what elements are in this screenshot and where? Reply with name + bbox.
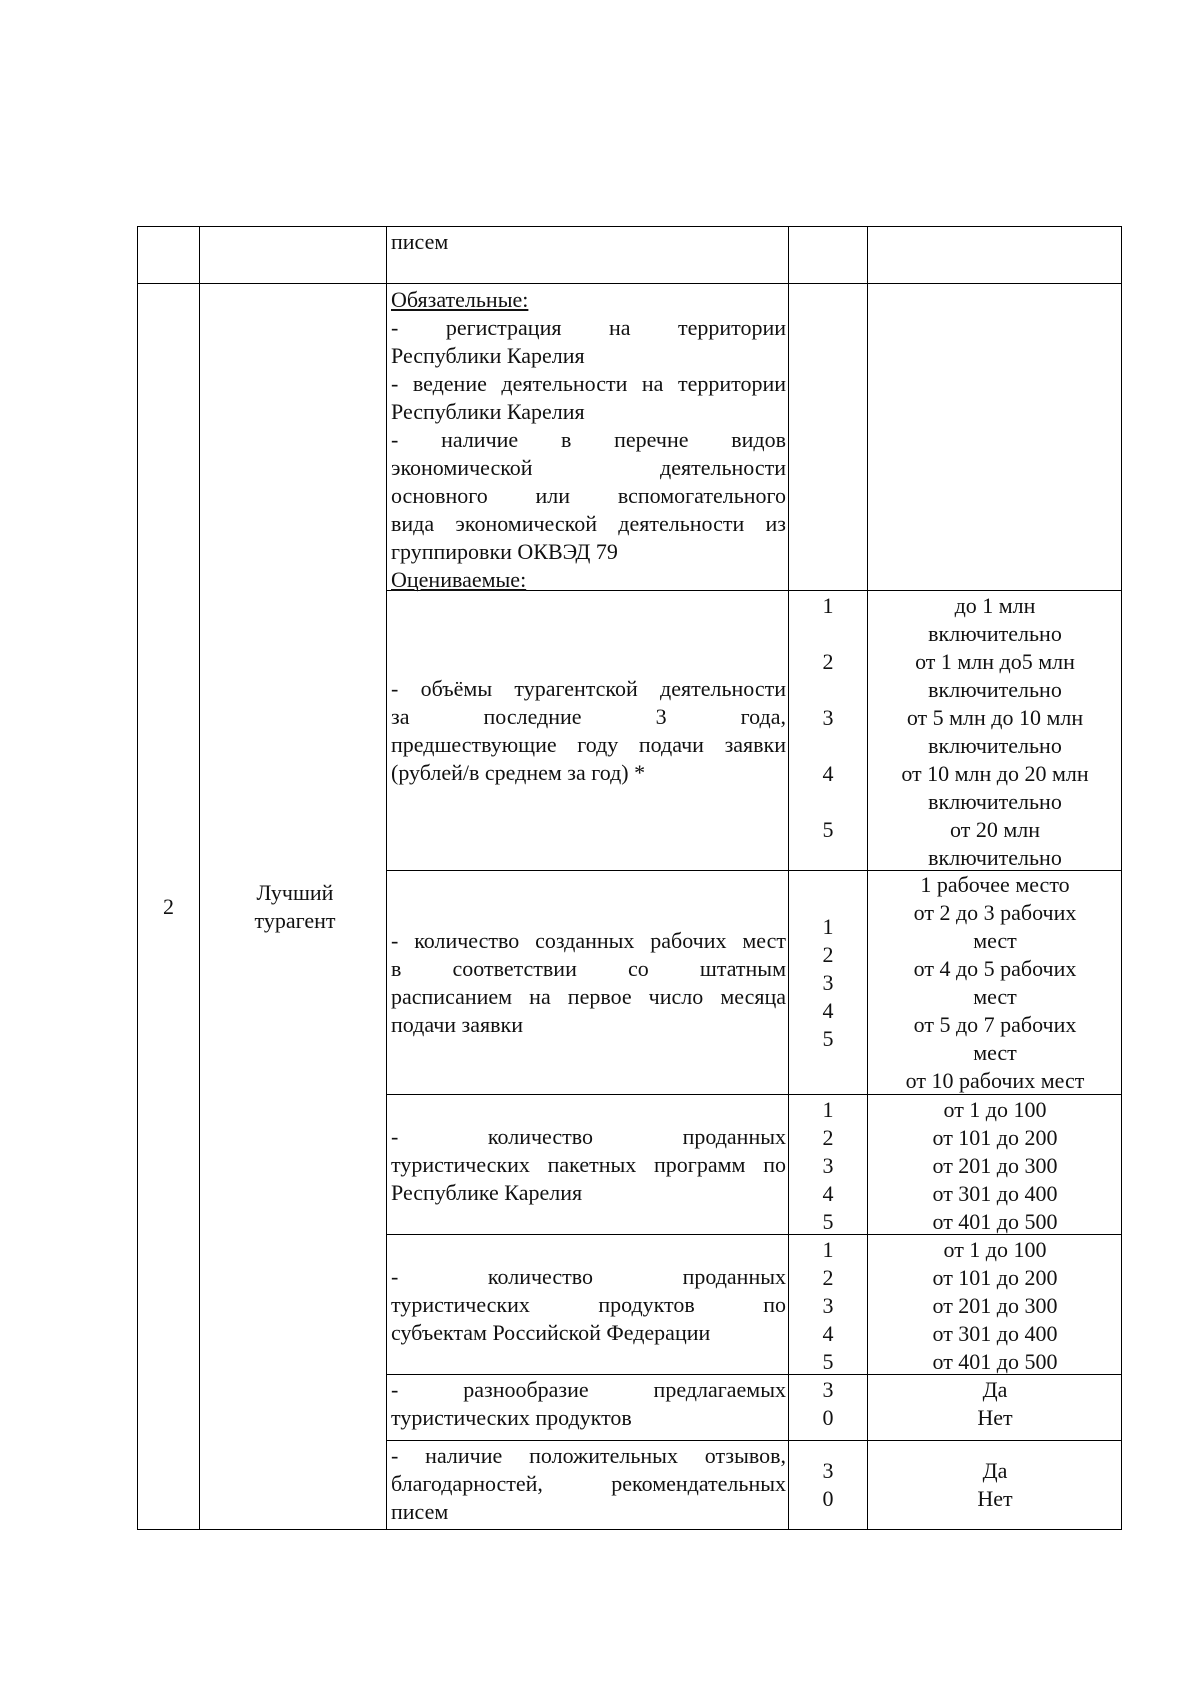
condition-line: мест [973, 1040, 1017, 1065]
condition-line: включительно [928, 845, 1062, 870]
conditions-column [868, 1236, 1122, 1376]
text-line: расписанием на первое число месяца [391, 983, 786, 1009]
text-line: Республики Карелия [391, 399, 585, 424]
condition-line: от 10 рабочих мест [905, 1068, 1085, 1093]
condition-line: включительно [928, 733, 1062, 758]
points-column [789, 871, 867, 1094]
condition-line: от 301 до 400 [932, 1321, 1058, 1346]
points-value: 3 [822, 969, 834, 995]
points-column [789, 1096, 867, 1236]
condition-line: от 401 до 500 [932, 1209, 1058, 1234]
condition-line: от 20 млн [950, 817, 1040, 842]
grid-line [137, 226, 138, 1530]
condition-line: от 4 до 5 рабочих [913, 956, 1077, 981]
condition-line: мест [973, 984, 1017, 1009]
points-value: 2 [822, 1265, 834, 1290]
condition-line: от 401 до 500 [932, 1349, 1058, 1374]
condition-line: включительно [928, 789, 1062, 814]
grid-line [137, 226, 1122, 227]
nomination-name: Лучший турагент [254, 880, 336, 933]
points-value: 5 [822, 1025, 834, 1051]
text-line: туристических продуктов по [391, 1291, 786, 1317]
points-column [789, 1236, 867, 1376]
grid-line [137, 1529, 1122, 1530]
conditions-column [868, 1096, 1122, 1236]
criterion-text [391, 1442, 786, 1526]
condition-line: от 201 до 300 [932, 1153, 1058, 1178]
condition-line: от 201 до 300 [932, 1293, 1058, 1318]
condition-line: 1 рабочее место [920, 872, 1070, 897]
condition-line: до 1 млн [954, 593, 1036, 618]
points-value [789, 620, 867, 648]
row-number: 2 [163, 894, 174, 919]
points-value: 5 [822, 1209, 834, 1234]
points-column [789, 1441, 867, 1529]
grid-line [386, 226, 387, 1530]
text-line: субъектам Российской Федерации [391, 1319, 711, 1345]
text-line: туристических пакетных программ по [391, 1151, 786, 1177]
condition-line: включительно [928, 621, 1062, 646]
points-column [789, 1376, 867, 1432]
grid-line [199, 226, 200, 1530]
points-value: 3 [822, 1293, 834, 1318]
text-line: предшествующие году подачи заявки [391, 731, 786, 757]
points-value: 1 [822, 1097, 834, 1122]
text-line: - объёмы турагентской деятельности [391, 675, 786, 701]
criterion-text [391, 1235, 786, 1374]
text-line: - ведение деятельности на территории [391, 371, 786, 396]
text-line: - наличие положительных отзывов, [391, 1443, 786, 1468]
points-value: 0 [822, 1405, 834, 1430]
condition-line: от 1 до 100 [943, 1237, 1047, 1262]
points-value: 1 [822, 1237, 834, 1262]
text-line: - наличие в перечне видов [391, 427, 786, 452]
condition-line: от 10 млн до 20 млн [901, 761, 1089, 786]
points-value: 4 [822, 761, 834, 786]
condition-line: от 5 до 7 рабочих [913, 1012, 1077, 1037]
points-value: 2 [822, 649, 834, 674]
conditions-column [868, 1441, 1122, 1529]
points-value: 3 [822, 1153, 834, 1178]
text-line: благодарностей, рекомендательных [391, 1471, 786, 1496]
text-line: Республике Карелия [391, 1179, 583, 1205]
points-value [789, 676, 867, 704]
condition-line: Нет [977, 1405, 1013, 1430]
points-value: 5 [822, 1349, 834, 1374]
text-line: в соответствии со штатным [391, 955, 786, 981]
points-value [789, 732, 867, 760]
criterion-text [391, 1095, 786, 1234]
text-line: писем [391, 1499, 449, 1524]
points-value: 5 [822, 817, 834, 842]
criterion-text [391, 591, 786, 870]
text-line: - количество созданных рабочих мест [391, 927, 786, 953]
points-value: 3 [822, 705, 834, 730]
condition-line: от 301 до 400 [932, 1181, 1058, 1206]
condition-line: мест [973, 928, 1017, 953]
points-value: 2 [822, 941, 834, 967]
condition-line: Да [982, 1377, 1008, 1402]
text-line: - количество проданных [391, 1123, 786, 1149]
grid-line [137, 283, 1122, 284]
points-value: 4 [822, 1181, 834, 1206]
condition-line: от 1 до 100 [943, 1097, 1047, 1122]
condition-line: Да [982, 1458, 1008, 1483]
text-line: группировки ОКВЭД 79 [391, 539, 618, 564]
text-line: (рублей/в среднем за год) * [391, 759, 646, 785]
points-value: 0 [822, 1486, 834, 1511]
condition-line: от 101 до 200 [932, 1265, 1058, 1290]
points-value: 2 [822, 1125, 834, 1150]
text-line: писем [391, 229, 449, 254]
text-line: - разнообразие предлагаемых [391, 1377, 786, 1402]
conditions-column [868, 1376, 1122, 1432]
points-value: 4 [822, 1321, 834, 1346]
text-line: подачи заявки [391, 1011, 523, 1037]
points-value: 1 [822, 913, 834, 939]
text-line: - регистрация на территории [391, 315, 786, 340]
condition-line: от 101 до 200 [932, 1125, 1058, 1150]
text-line: основного или вспомогательного [391, 483, 786, 508]
points-value [789, 788, 867, 816]
points-value: 3 [822, 1377, 834, 1402]
mandatory-header: Обязательные: [391, 287, 529, 312]
points-value: 3 [822, 1458, 834, 1483]
criterion-text [391, 228, 786, 256]
mandatory-requirements [391, 286, 786, 594]
text-line: Республики Карелия [391, 343, 585, 368]
points-value: 1 [822, 593, 834, 618]
assessed-header: Оцениваемые: [391, 567, 527, 592]
text-line: экономической деятельности [391, 455, 786, 480]
condition-line: от 5 млн до 10 млн [906, 705, 1084, 730]
criterion-text [391, 1376, 786, 1432]
condition-line: Нет [977, 1486, 1013, 1511]
condition-line: от 1 млн до5 млн [915, 649, 1075, 674]
conditions-column [868, 871, 1122, 1095]
text-line: туристических продуктов [391, 1405, 632, 1430]
points-value: 4 [822, 997, 834, 1023]
text-line: вида экономической деятельности из [391, 511, 786, 536]
text-line: - количество проданных [391, 1263, 786, 1289]
condition-line: включительно [928, 677, 1062, 702]
conditions-column [868, 592, 1122, 872]
condition-line: от 2 до 3 рабочих [913, 900, 1077, 925]
text-line: за последние 3 года, [391, 703, 786, 729]
criterion-text [391, 871, 786, 1094]
points-column [789, 592, 867, 844]
